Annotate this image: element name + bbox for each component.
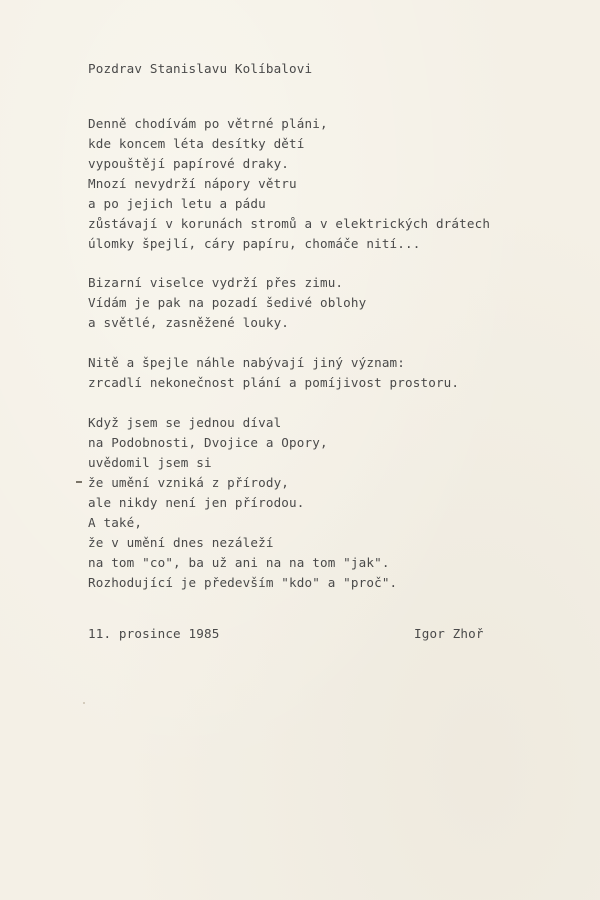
poem-line: kde koncem léta desítky dětí [88, 136, 305, 151]
poem-line: a světlé, zasněžené louky. [88, 315, 290, 330]
poem-line: úlomky špejlí, cáry papíru, chomáče nití... [88, 236, 421, 251]
poem-line: že v umění dnes nezáleží [88, 535, 274, 550]
poem-line: vypouštějí papírové draky. [88, 156, 290, 171]
poem-line: zrcadlí nekonečnost plání a pomíjivost prostoru. [88, 375, 460, 390]
poem-line: Rozhodující je především "kdo" a "proč". [88, 575, 398, 590]
margin-dash-mark [76, 481, 82, 483]
poem-line: na Podobnosti, Dvojice a Opory, [88, 435, 328, 450]
poem-line: že umění vzniká z přírody, [88, 475, 290, 490]
poem-line: na tom "co", ba už ani na na tom "jak". [88, 555, 390, 570]
poem-line: Nitě a špejle náhle nabývají jiný význam: [88, 355, 406, 370]
poem-line: zůstávají v korunách stromů a v elektrických drátech [88, 216, 491, 231]
poem-line: uvědomil jsem si [88, 455, 212, 470]
poem-line: Když jsem se jednou díval [88, 415, 282, 430]
stanza-3 [88, 353, 459, 393]
poem-line: Mnozí nevydrží nápory větru [88, 176, 297, 191]
poem-line: a po jejich letu a pádu [88, 196, 266, 211]
poem-line: Vídám je pak na pozadí šedivé oblohy [88, 295, 367, 310]
stanza-4 [88, 413, 397, 593]
stanza-1 [88, 114, 490, 254]
poem-line: ale nikdy není jen přírodou. [88, 495, 305, 510]
poem-line: Denně chodívám po větrné pláni, [88, 116, 328, 131]
document-date: 11. prosince 1985 [88, 626, 220, 641]
poem-title: Pozdrav Stanislavu Kolíbalovi [88, 61, 313, 76]
stanza-2 [88, 273, 366, 333]
paper-speck [83, 702, 85, 704]
poem-line: A také, [88, 515, 143, 530]
poem-line: Bizarní viselce vydrží přes zimu. [88, 275, 344, 290]
document-author: Igor Zhoř [414, 626, 484, 641]
